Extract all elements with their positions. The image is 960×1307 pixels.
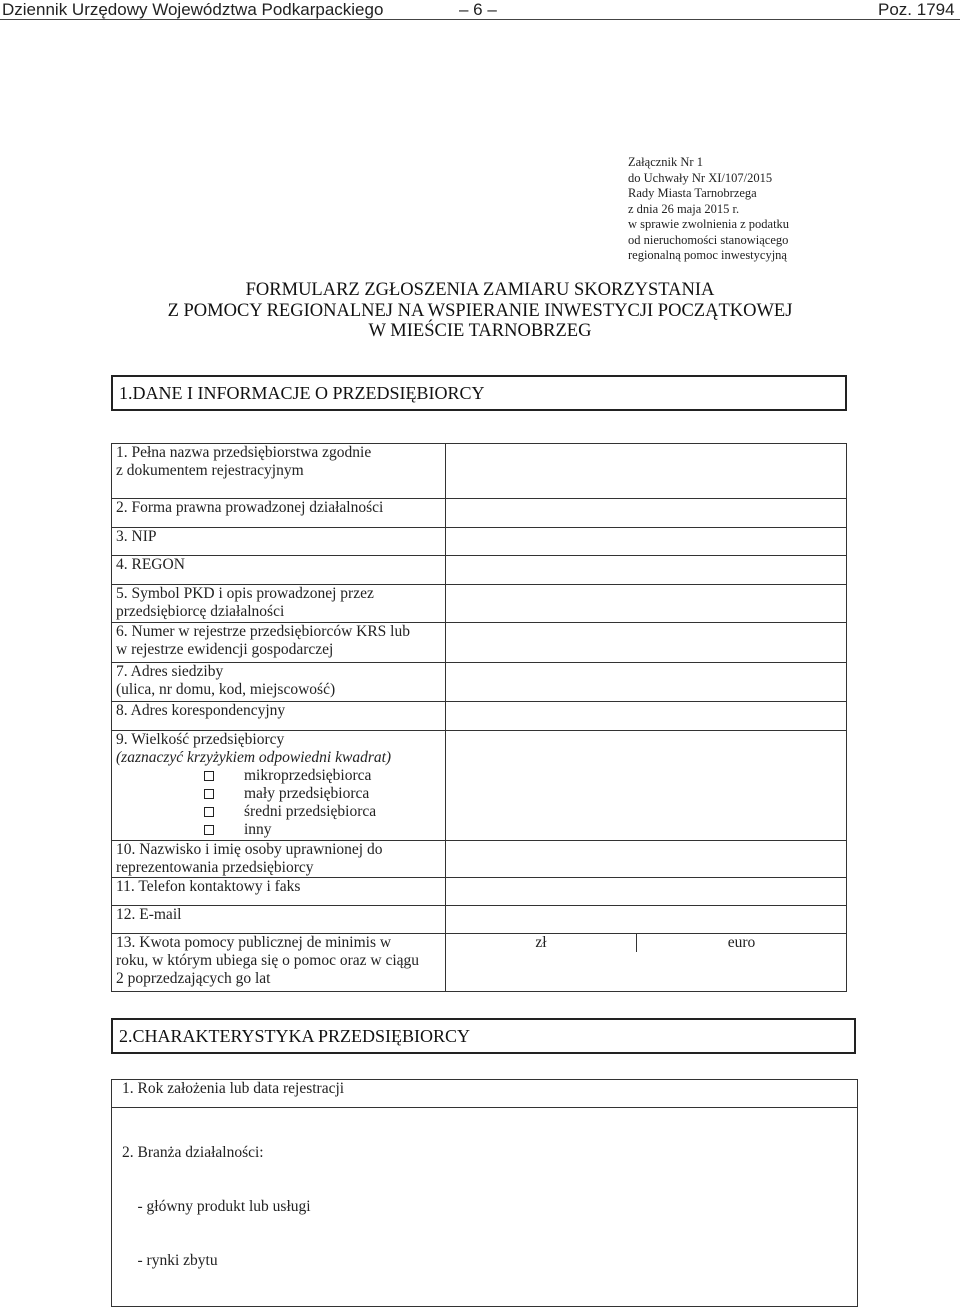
field-hint: (zaznaczyć krzyżykiem odpowiedni kwadrat) bbox=[116, 749, 392, 766]
size-option-micro[interactable]: mikroprzedsiębiorca bbox=[116, 767, 445, 785]
checkbox-icon[interactable] bbox=[204, 807, 214, 817]
position-number: Poz. 1794 bbox=[878, 0, 955, 19]
size-option-other[interactable]: inny bbox=[116, 821, 445, 839]
field-label: 12. E-mail bbox=[112, 906, 446, 934]
size-option-medium[interactable]: średni przedsiębiorca bbox=[116, 803, 445, 821]
attachment-line: Rady Miasta Tarnobrzega bbox=[628, 186, 757, 200]
table-row bbox=[112, 1080, 858, 1108]
section1-heading-box bbox=[111, 375, 847, 411]
table-row bbox=[112, 444, 847, 499]
table-row bbox=[112, 906, 847, 934]
field-label[interactable]: 1. Rok założenia lub data rejestracji bbox=[112, 1080, 858, 1108]
table-row bbox=[112, 702, 847, 731]
field-label: 7. Adres siedziby (ulica, nr domu, kod, miejscowość) bbox=[112, 663, 446, 702]
table-row bbox=[112, 731, 847, 841]
journal-title: Dziennik Urzędowy Województwa Podkarpackiego bbox=[2, 0, 384, 19]
email-field[interactable] bbox=[446, 906, 847, 934]
table-row bbox=[112, 585, 847, 623]
krs-field[interactable] bbox=[446, 623, 847, 663]
table-row bbox=[112, 623, 847, 663]
page-number: – 6 – bbox=[459, 0, 497, 19]
company-name-field[interactable] bbox=[446, 444, 847, 499]
form-title-line: FORMULARZ ZGŁOSZENIA ZAMIARU SKORZYSTANIA bbox=[245, 280, 715, 300]
table-row bbox=[112, 934, 847, 992]
field-label: 4. REGON bbox=[112, 556, 446, 585]
section2-heading: 2.CHARAKTERYSTYKA PRZEDSIĘBIORCY bbox=[119, 1025, 471, 1046]
attachment-note bbox=[628, 155, 789, 264]
field-label: 9. Wielkość przedsiębiorcy bbox=[116, 731, 285, 748]
field-label: 6. Numer w rejestrze przedsiębiorców KRS lub w rejestrze ewidencji gospodarczej bbox=[112, 623, 446, 663]
table-row bbox=[112, 1108, 858, 1307]
table-row bbox=[112, 499, 847, 528]
attachment-line: w sprawie zwolnienia z podatku bbox=[628, 217, 790, 231]
field-label: 13. Kwota pomocy publicznej de minimis w roku, w którym ubiega się o pomoc oraz w ciągu 2 poprzedzających go lat bbox=[112, 934, 446, 992]
field-label: 2. Forma prawna prowadzonej działalności bbox=[112, 499, 446, 528]
table-row bbox=[112, 841, 847, 878]
checkbox-icon[interactable] bbox=[204, 825, 214, 835]
section1-heading: 1.DANE I INFORMACJE O PRZEDSIĘBIORCY bbox=[119, 382, 485, 403]
attachment-line: regionalną pomoc inwestycyjną bbox=[628, 248, 787, 262]
deminimis-amount-cell bbox=[446, 934, 847, 992]
form-title-line: Z POMOCY REGIONALNEJ NA WSPIERANIE INWESTYCJI POCZĄTKOWEJ bbox=[167, 300, 793, 321]
company-characteristics-table bbox=[111, 1079, 858, 1307]
field-label: 8. Adres korespondencyjny bbox=[112, 702, 446, 731]
company-size-cell bbox=[112, 731, 446, 841]
currency-pln: zł bbox=[535, 934, 547, 951]
form-title bbox=[0, 280, 960, 342]
company-size-field[interactable] bbox=[446, 731, 847, 841]
form-title-line: W MIEŚCIE TARNOBRZEG bbox=[368, 321, 592, 341]
section2-heading-box bbox=[111, 1018, 856, 1054]
checkbox-icon[interactable] bbox=[204, 789, 214, 799]
field-label: 1. Pełna nazwa przedsiębiorstwa zgodnie z dokumentem rejestracyjnym bbox=[112, 444, 446, 499]
legal-form-field[interactable] bbox=[446, 499, 847, 528]
attachment-line: z dnia 26 maja 2015 r. bbox=[628, 201, 740, 216]
attachment-line: od nieruchomości stanowiącego bbox=[628, 232, 789, 247]
field-label[interactable]: 2. Branża działalności: - główny produkt lub usługi - rynki zbytu bbox=[112, 1108, 858, 1307]
table-row bbox=[112, 878, 847, 906]
address-field[interactable] bbox=[446, 663, 847, 702]
amount-pln-field[interactable] bbox=[446, 934, 637, 952]
field-label: 3. NIP bbox=[112, 528, 446, 556]
nip-field[interactable] bbox=[446, 528, 847, 556]
field-label: 11. Telefon kontaktowy i faks bbox=[112, 878, 446, 906]
attachment-line: do Uchwały Nr XI/107/2015 bbox=[628, 170, 773, 185]
phone-fax-field[interactable] bbox=[446, 878, 847, 906]
table-row bbox=[112, 663, 847, 702]
header-divider bbox=[0, 19, 960, 20]
table-row bbox=[112, 528, 847, 556]
table-row bbox=[112, 556, 847, 585]
company-data-table bbox=[111, 443, 847, 992]
field-label: 10. Nazwisko i imię osoby uprawnionej do reprezentowania przedsiębiorcy bbox=[112, 841, 446, 878]
size-option-small[interactable]: mały przedsiębiorca bbox=[116, 785, 445, 803]
correspondence-address-field[interactable] bbox=[446, 702, 847, 731]
attachment-line: Załącznik Nr 1 bbox=[628, 155, 703, 169]
representative-field[interactable] bbox=[446, 841, 847, 878]
field-label: 5. Symbol PKD i opis prowadzonej przez przedsiębiorcę działalności bbox=[112, 585, 446, 623]
pkd-field[interactable] bbox=[446, 585, 847, 623]
regon-field[interactable] bbox=[446, 556, 847, 585]
checkbox-icon[interactable] bbox=[204, 771, 214, 781]
amount-eur-field[interactable] bbox=[637, 934, 846, 952]
currency-eur: euro bbox=[727, 934, 756, 951]
